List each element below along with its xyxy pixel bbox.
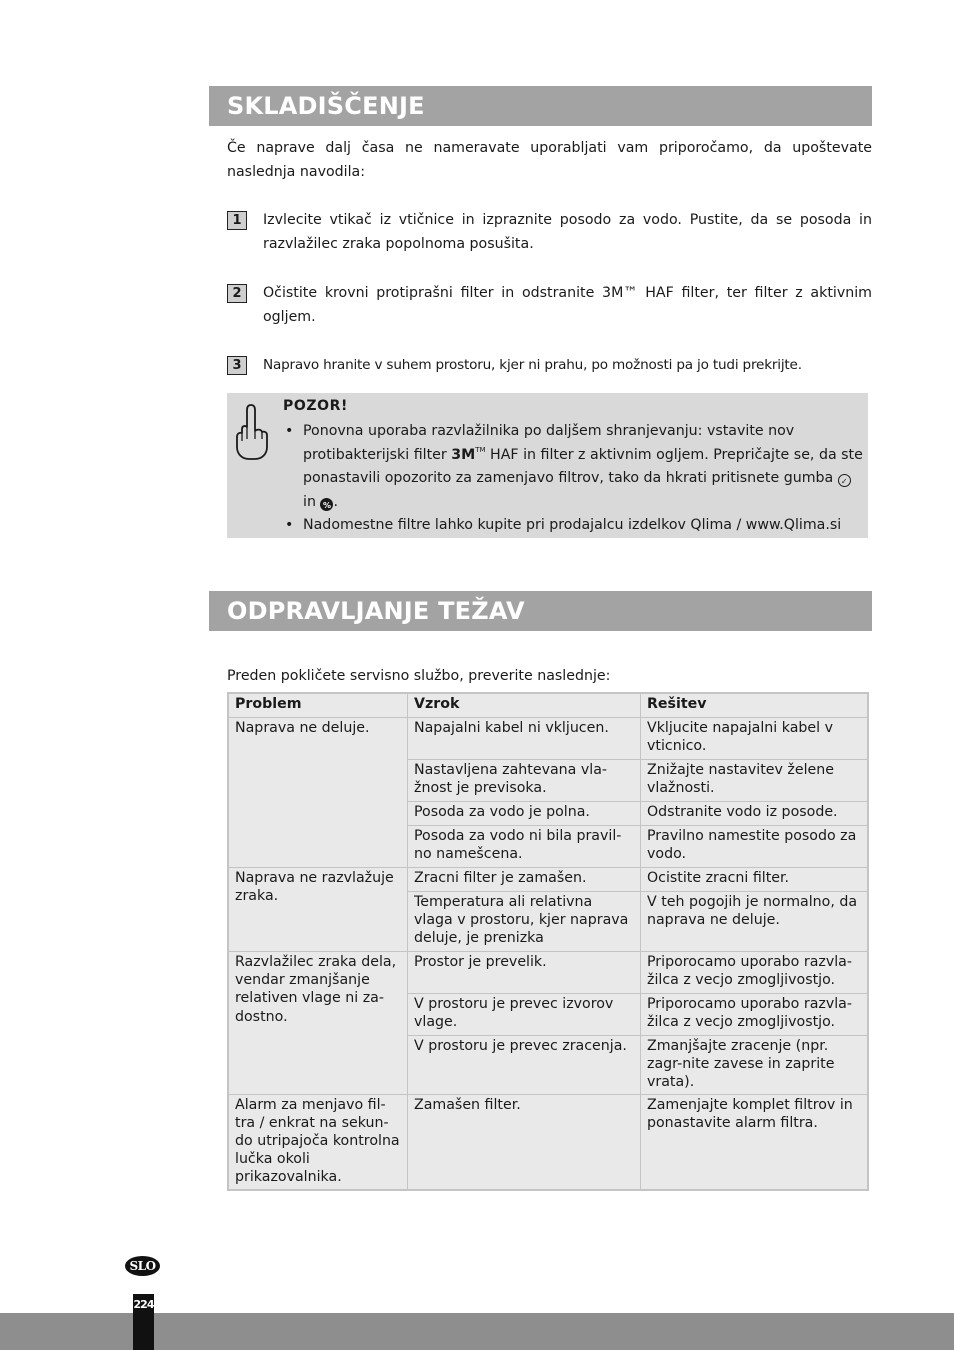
cause-cell: Zamašen filter. [408, 1094, 641, 1190]
step-number-2: 2 [227, 284, 247, 303]
cause-cell: Nastavljena zahtevana vla-žnost je previsoka. [408, 760, 641, 802]
header-problem: Problem [228, 693, 408, 718]
cause-cell: Posoda za vodo je polna. [408, 802, 641, 826]
caution-box [227, 393, 868, 538]
step-text-1: Izvlecite vtikač iz vtičnice in izpraznite posodo za vodo. Pustite, da se posoda in razvlažilec zraka popolnoma posušita. [263, 212, 872, 252]
problem-cell: Razvlažilec zraka dela, vendar zmanjšanje relativen vlage ni za-dostno. [228, 952, 408, 1095]
step-text-3: Napravo hranite v suhem prostoru, kjer ni prahu, po možnosti pa jo tudi prekrijte. [263, 357, 802, 373]
solution-cell: Priporocamo uporabo razvla-žilca z vecjo zmogljivostjo. [641, 952, 869, 994]
step-number-3: 3 [227, 356, 247, 375]
troubleshooting-intro: Preden pokličete servisno službo, preverite naslednje: [227, 668, 611, 684]
problem-cell: Naprava ne razvlažuje zraka. [228, 868, 408, 952]
cause-cell: V prostoru je prevec izvorov vlage. [408, 994, 641, 1036]
table-row [228, 718, 868, 760]
cause-cell: Posoda za vodo ni bila pravil-no namešcena. [408, 826, 641, 868]
cause-cell: Prostor je prevelik. [408, 952, 641, 994]
solution-cell: Zmanjšajte zracenje (npr. zagr-nite zavese in zaprite vrata). [641, 1036, 869, 1095]
solution-cell: Vkljucite napajalni kabel v vticnico. [641, 718, 869, 760]
troubleshooting-heading: ODPRAVLJANJE TEŽAV [209, 591, 872, 631]
solution-cell: V teh pogojih je normalno, da naprava ne deluje. [641, 892, 869, 952]
problem-cell: Naprava ne deluje. [228, 718, 408, 868]
cause-cell: V prostoru je prevec zracenja. [408, 1036, 641, 1095]
troubleshooting-table [227, 692, 869, 1191]
power-button-icon: ✓ [838, 474, 851, 487]
solution-cell: Priporocamo uporabo razvla-žilca z vecjo zmogljivostjo. [641, 994, 869, 1036]
cause-cell: Temperatura ali relativna vlaga v prostoru, kjer naprava deluje, je prenizka [408, 892, 641, 952]
table-row [228, 1094, 868, 1190]
cause-cell: Napajalni kabel ni vkljucen. [408, 718, 641, 760]
storage-intro: Če naprave dalj časa ne nameravate uporabljati vam priporočamo, da upoštevate naslednja navodila: [227, 140, 872, 180]
caution-title: POZOR! [283, 398, 348, 414]
pointing-hand-icon [231, 401, 271, 461]
solution-cell: Ocistite zracni filter. [641, 868, 869, 892]
table-row [228, 868, 868, 892]
solution-cell: Zamenjajte komplet filtrov in ponastavite alarm filtra. [641, 1094, 869, 1190]
problem-cell: Alarm za menjavo fil-tra / enkrat na sekun-do utripajoča kontrolna lučka okoli prikazovalnika. [228, 1094, 408, 1190]
table-row [228, 952, 868, 994]
language-badge: SLO [125, 1256, 160, 1276]
solution-cell: Odstranite vodo iz posode. [641, 802, 869, 826]
caution-list [283, 420, 863, 538]
page-number: 224 [133, 1294, 154, 1350]
solution-cell: Pravilno namestite posodo za vodo. [641, 826, 869, 868]
storage-heading: SKLADIŠČENJE [209, 86, 872, 126]
humidity-button-icon: % [320, 498, 333, 511]
header-cause: Vzrok [408, 693, 641, 718]
caution-bullet: • Nadomestne filtre lahko kupite pri prodajalcu izdelkov Qlima / www.Qlima.si [285, 517, 842, 533]
caution-bullet: • Ponovna uporaba razvlažilnika po daljšem shranjevanju: vstavite nov protibakterijski filter 3M™ HAF in filter z aktivnim ogljem. Prepričajte se, da ste ponastavili opozorito za zamenjavo filtrov, tako da hkrati pritisnete gumba ✓ in % . [285, 423, 863, 510]
step-number-1: 1 [227, 211, 247, 230]
header-solution: Rešitev [641, 693, 869, 718]
solution-cell: Znižajte nastavitev želene vlažnosti. [641, 760, 869, 802]
cause-cell: Zracni filter je zamašen. [408, 868, 641, 892]
table-header-row [228, 693, 868, 718]
step-text-2: Očistite krovni protiprašni filter in odstranite 3M™ HAF filter, ter filter z aktivnim ogljem. [263, 285, 872, 325]
